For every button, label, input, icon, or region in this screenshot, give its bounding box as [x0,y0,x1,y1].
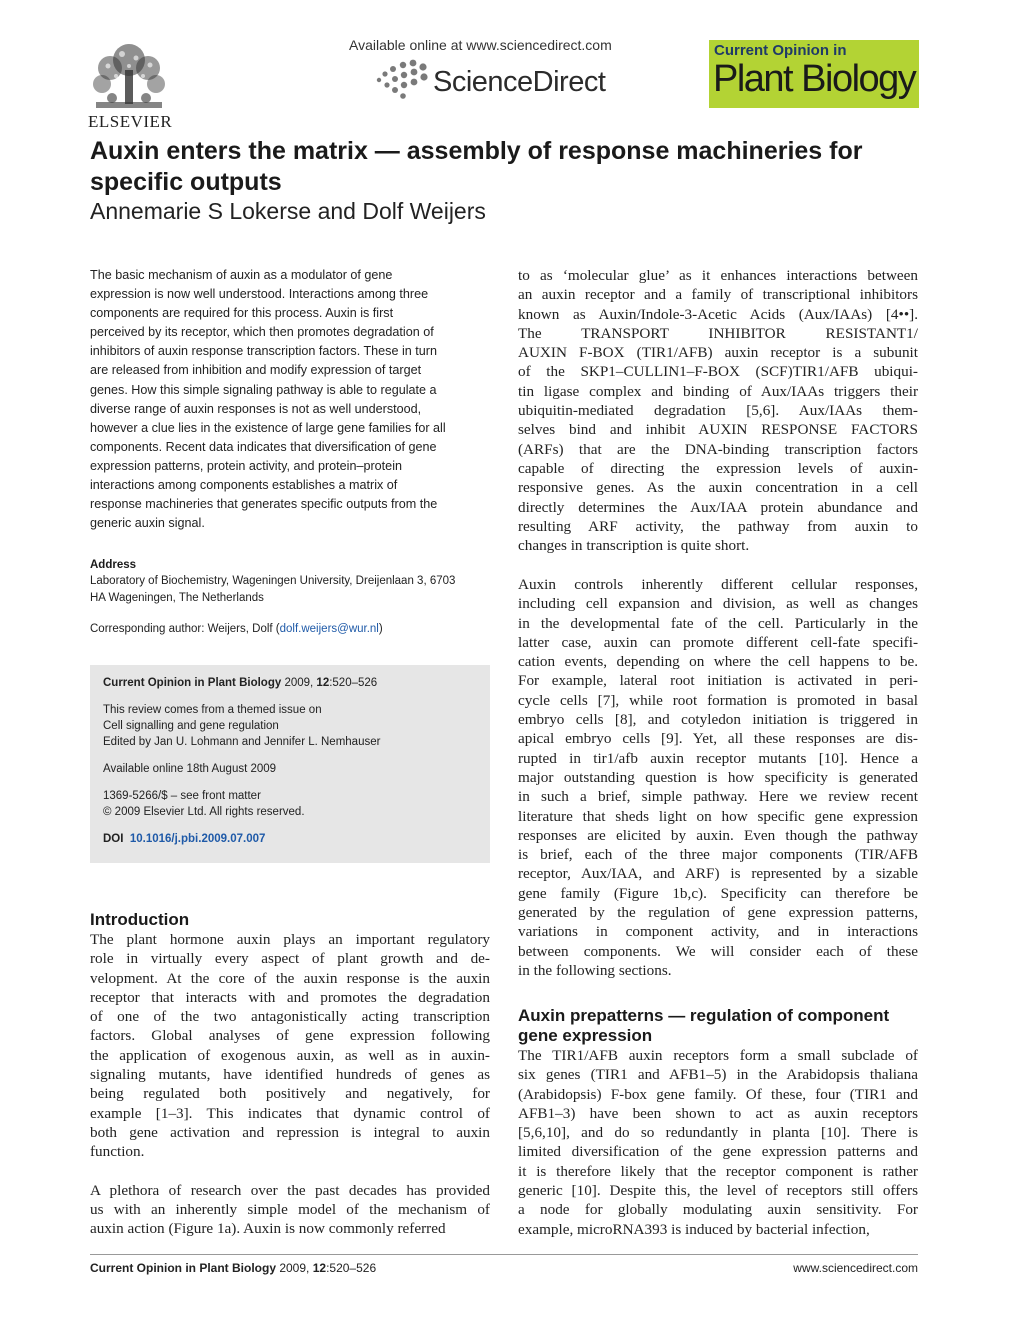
text-line: responsive genes. As the auxin concentration in a cell [518,479,918,497]
text-line: The TIR1/AFB auxin receptors form a small subclade of [518,1047,918,1064]
text-line: embryo cells [8], and cotyledon initiation is triggered in [518,711,918,729]
address-body [90,573,490,607]
prepatterns-section [518,1006,918,1239]
prepatterns-heading [518,1006,918,1046]
sciencedirect-dots-icon [373,58,435,102]
corresponding-prefix: Corresponding author: Weijers, Dolf ( [90,623,280,636]
text-line: resulting ARF activity, the pathway from auxin to [518,517,918,535]
text-line: expression is now well understood. Interactions among three [90,287,429,302]
text-line: role in virtually every aspect of plant growth and de- [90,950,490,968]
introduction-para1 [90,930,490,1162]
text-line: (ARFs) that are the DNA-binding transcription factors [518,440,918,458]
info-editors: Edited by Jan U. Lohmann and Jennifer L. Nemhauser [103,736,381,748]
text-line: The plant hormone auxin plays an important regulatory [90,931,490,948]
text-line: known as Auxin/Indole-3-Acetic Acids (Aux/IAAs) [4••]. [518,305,918,323]
info-themed-line: This review comes from a themed issue on [103,704,322,716]
text-line: us with an inherently simple model of the mechanism of [90,1200,490,1218]
right-para1-text [518,266,918,555]
text-line: directly determines the Aux/IAA protein abundance and [518,498,918,516]
text-line: in the developmental fate of the cell. Particularly in the [518,614,918,632]
footer-citation [90,1261,376,1275]
sciencedirect-logo[interactable] [373,58,613,102]
text-line: however a clue lies in the existence of large gene families for all [90,420,446,435]
text-line: to as ‘molecular glue’ as it enhances interactions between [518,267,918,284]
corresponding-email-link[interactable]: dolf.weijers@wur.nl [279,623,379,636]
text-line: AFB1–3) have been shown to act as auxin receptors [518,1104,918,1122]
corresponding-author [90,621,490,638]
text-line: perceived by its receptor, which then promotes degradation of [90,325,434,340]
text-line: major outstanding question is how specificity is generated [518,768,918,786]
footer-volume: 12 [312,1261,327,1275]
info-pages: :520–526 [329,677,378,689]
available-online-text: Available online at www.sciencedirect.com [349,37,612,53]
page-header [0,0,1020,140]
prepatterns-heading-line1: Auxin prepatterns — regulation of component [518,1006,890,1025]
elsevier-logo [88,40,173,132]
sciencedirect-wordmark: ScienceDirect [433,66,606,98]
footer-website[interactable]: www.sciencedirect.com [793,1261,918,1275]
text-line: The basic mechanism of auxin as a modulator of gene [90,268,393,282]
article-authors: Annemarie S Lokerse and Dolf Weijers [90,198,486,224]
text-line: variations in component activity, and in interactions [518,923,918,941]
text-line: receptor, Aux/IAA, and ARF) is represented by a sizable [518,865,918,883]
text-line: including cell expansion and division, as well as changes [518,595,918,613]
text-line: response machineries that generates specific outputs from the [90,497,438,512]
abstract [90,266,490,533]
prepatterns-para [518,1046,918,1239]
text-line: diverse range of auxin responses is not as well understood, [90,401,422,416]
text-line: it is therefore likely that the receptor component is rather [518,1162,918,1180]
info-themed-topic: Cell signalling and gene regulation [103,720,279,732]
footer-pages: :520–526 [326,1261,377,1275]
left-column [90,266,490,638]
text-line: both gene activation and repression is integral to auxin [90,1123,490,1141]
text-line: components. Recent data indicates that diversification of gene [90,439,437,454]
text-line: genes. How this simple signaling pathway is able to regulate a [90,382,437,397]
text-line: selves bind and inhibit AUXIN RESPONSE FACTORS [518,421,918,439]
text-line: the application of exogenous auxin, as well as in auxin- [90,1046,490,1064]
address-heading: Address [90,559,137,572]
text-line: inhibitors of auxin response transcription factors. These in turn [90,344,437,359]
text-line: interactions among components establishes a matrix of [90,478,398,493]
text-line: a node for globally modulating auxin sensitivity. For [518,1201,918,1219]
text-line: expression patterns, protein activity, and protein–protein [90,458,402,473]
text-line: apical embryo cells [9]. Yet, all these responses are dis- [518,730,918,748]
text-line: six genes (TIR1 and AFB1–5) in the Arabidopsis thaliana [518,1066,918,1084]
page-footer [90,1254,918,1275]
text-line: responses are elicited by auxin. Even though the pathway [518,826,918,844]
text-line: latter case, auxin can promote different cell-fate specifi- [518,633,918,651]
right-para1 [518,266,918,555]
text-line: For example, lateral root initiation is activated in peri- [518,672,918,690]
text-line: of the SKP1–CULLIN1–F-BOX (SCF)TIR1/AFB ubiqui- [518,363,918,381]
text-line: auxin action (Figure 1a). Auxin is now commonly referred [90,1220,446,1238]
info-doi-label: DOI [103,833,124,845]
info-doi-link[interactable]: 10.1016/j.pbi.2009.07.007 [129,833,266,845]
corresponding-suffix: ) [378,623,383,636]
footer-journal: Current Opinion in Plant Biology [90,1261,276,1275]
text-line: components are required for this process. Auxin is first [90,306,394,321]
info-volume: 12 [316,677,330,689]
text-line: are released from inhibition and modify expression of target [90,363,422,378]
text-line: (Arabidopsis) F-box gene family. Of these, four (TIR1 and [518,1085,918,1103]
text-line: function. [90,1143,145,1161]
prepatterns-heading-line2: gene expression [518,1026,653,1045]
text-line: capable of directing the expression levels of auxin- [518,459,918,477]
text-line: cycle cells [7], while root formation is promoted in basal [518,691,918,709]
text-line: cation events, depending on where the cell happens to be. [518,653,918,671]
text-line: tin ligase complex and binding of Aux/IAAs triggers their [518,382,918,400]
text-line: generic [10]. Despite this, the level of receptors still offers [518,1182,918,1200]
text-line: AUXIN F-BOX (TIR1/AFB) auxin receptor is a subunit [518,344,918,362]
footer-year: 2009, [276,1261,313,1275]
introduction-section [90,910,490,1238]
journal-badge-line1: Current Opinion in [714,42,847,59]
text-line: literature that sheds light on how specific gene expression [518,807,918,825]
elsevier-wordmark: ELSEVIER [88,112,173,131]
introduction-heading: Introduction [90,910,190,929]
text-line: signaling mutants, have identified hundreds of genes as [90,1066,490,1084]
text-line: in the following sections. [518,961,672,979]
info-issn: 1369-5266/$ – see front matter [103,790,261,802]
text-line: in such a brief, simple pathway. Here we review recent [518,788,918,806]
journal-badge [709,40,919,108]
text-line: is brief, each of the three major components (TIR/AFB [518,846,918,864]
text-line: ubiquitin-mediated degradation [5,6]. Aux/IAAs them- [518,402,918,420]
right-para2-text [518,575,918,980]
text-line: A plethora of research over the past decades has provided [90,1181,490,1199]
text-line: example [1–3]. This indicates that dynamic control of [90,1104,490,1122]
address-line: Laboratory of Biochemistry, Wageningen University, Dreijenlaan 3, 6703 [90,575,456,588]
elsevier-tree-icon [88,40,170,112]
text-line: of one of the two antagonistically acting transcription [90,1008,490,1026]
text-line: Auxin controls inherently different cellular responses, [518,576,918,593]
article-info-box [90,665,490,863]
text-line: gene family (Figure 1b,c). Specificity can therefore be [518,884,918,902]
text-line: [5,6,10], and do so redundantly in planta [10]. There is [518,1124,918,1142]
text-line: generic auxin signal. [90,516,205,531]
info-copyright: © 2009 Elsevier Ltd. All rights reserved. [103,806,305,818]
journal-badge-line2: Plant Biology [713,58,916,100]
text-line: between components. We will consider each of these [518,942,918,960]
text-line: changes in transcription is quite short. [518,537,750,555]
text-line: example, microRNA393 is induced by bacterial infection, [518,1220,870,1238]
text-line: rupted in tir1/afb auxin receptor mutants [10]. Hence a [518,749,918,767]
text-line: being regulated both positively and negatively, for [90,1085,490,1103]
info-year: 2009, [281,677,317,689]
text-line: limited diversification of the gene expression patterns and [518,1143,918,1161]
info-available-date: Available online 18th August 2009 [103,763,277,775]
text-line: an auxin receptor and a family of transcriptional inhibitors [518,286,918,304]
text-line: velopment. At the core of the auxin response is the auxin [90,969,490,987]
text-line: factors. Global analyses of gene expression following [90,1027,490,1045]
text-line: generated by the regulation of gene expression patterns, [518,904,918,922]
info-citation [103,675,477,691]
address-line: HA Wageningen, The Netherlands [90,592,264,605]
article-title: Auxin enters the matrix — assembly of response machineries for specific outputs [90,137,863,196]
right-para2 [518,575,918,980]
introduction-para2 [90,1181,490,1239]
info-journal: Current Opinion in Plant Biology [103,677,282,689]
text-line: receptor that interacts with and promotes the degradation [90,988,490,1006]
info-doi [103,831,477,847]
text-line: The TRANSPORT INHIBITOR RESISTANT1/ [518,324,918,342]
